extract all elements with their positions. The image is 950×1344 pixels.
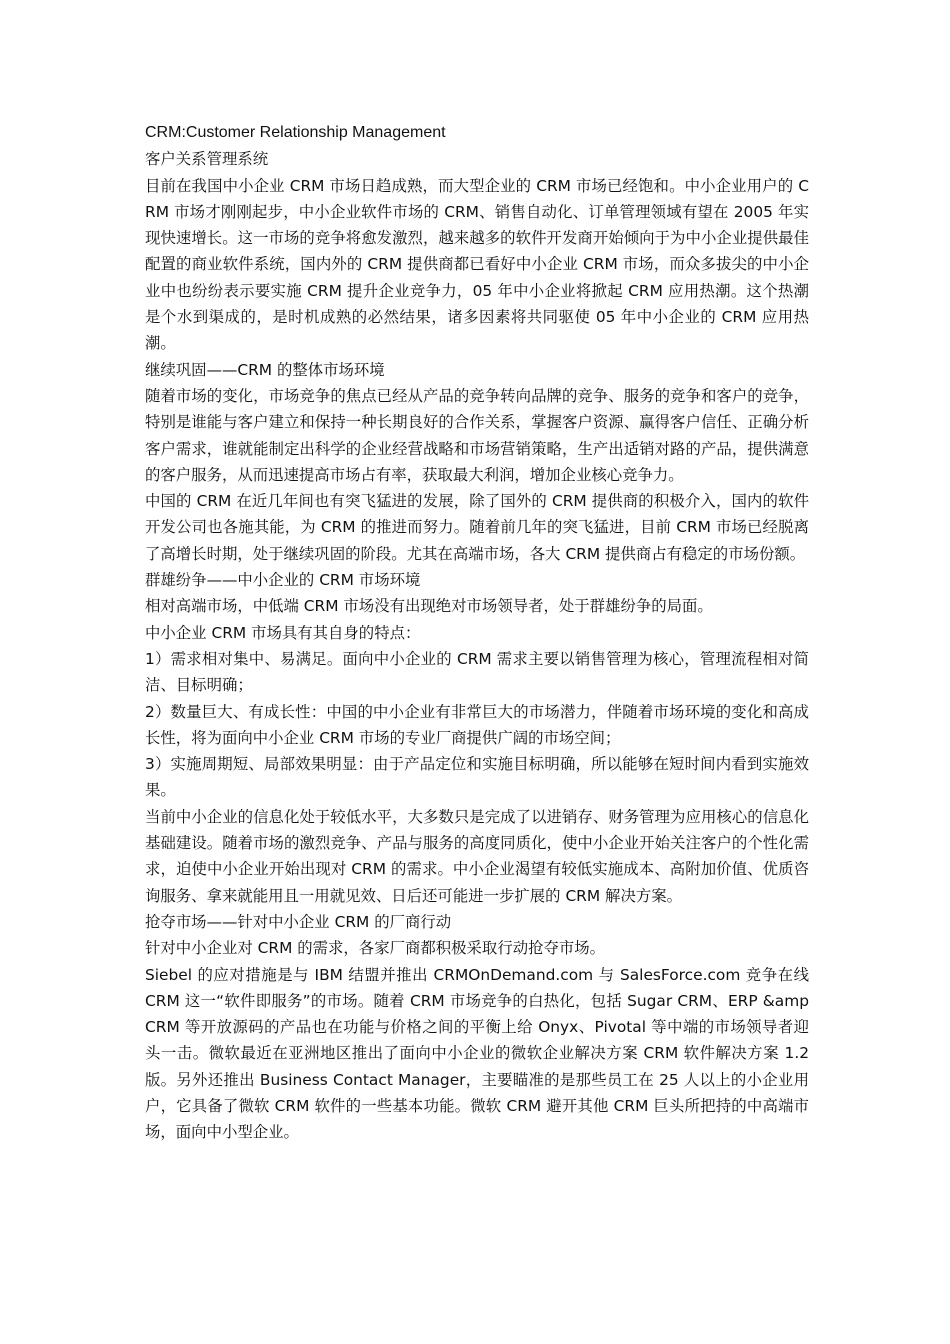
paragraph-china-crm: 中国的 CRM 在近几年间也有突飞猛进的发展，除了国外的 CRM 提供商的积极介入，国内的软件开发公司也各施其能，为 CRM 的推进而努力。随着前几年的突飞猛进，目前 CRM 市场已经脱离了高增长时期，处于继续巩固的阶段。尤其在高端市场，各大 CRM 提供商占有稳定的市场份额。: [145, 492, 809, 563]
paragraph-vendor-summary: 针对中小企业对 CRM 的需求，各家厂商都积极采取行动抢夺市场。: [145, 939, 606, 958]
document-body: [145, 120, 809, 1146]
paragraph-intro: 目前在我国中小企业 CRM 市场日趋成熟，而大型企业的 CRM 市场已经饱和。中小企业用户的 CRM 市场才刚刚起步，中小企业软件市场的 CRM、销售自动化、订单管理领域有望在 2005 年实现快速增长。这一市场的竞争将愈发激烈，越来越多的软件开发商开始倾向于为中小企业提供最佳配置的商业软件系统，国内外的 CRM 提供商都已看好中小企业 CRM 市场，而众多拔尖的中小企业中也纷纷表示要实施 CRM 提升企业竞争力，05 年中小企业将掀起 CRM 应用热潮。这个热潮是个水到渠成的，是时机成熟的必然结果，诸多因素将共同驱使 05 年中小企业的 CRM 应用热潮。: [145, 176, 809, 353]
paragraph-sme-features: 中小企业 CRM 市场具有其自身的特点：: [145, 623, 421, 642]
list-item-1: 1）需求相对集中、易满足。面向中小企业的 CRM 需求主要以销售管理为核心，管理流程相对简洁、目标明确；: [145, 649, 809, 695]
section-heading-sme-market: 群雄纷争——中小企业的 CRM 市场环境: [145, 571, 421, 590]
paragraph-low-end-market: 相对高端市场，中低端 CRM 市场没有出现绝对市场领导者，处于群雄纷争的局面。: [145, 597, 713, 616]
paragraph-sme-informatization: 当前中小企业的信息化处于较低水平，大多数只是完成了以进销存、财务管理为应用核心的信息化基础建设。随着市场的激烈竞争、产品与服务的高度同质化，使中小企业开始关注客户的个性化需求，迫使中小企业开始出现对 CRM 的需求。中小企业渴望有较低实施成本、高附加价值、优质咨询服务、拿来就能用且一用就见效、日后还可能进一步扩展的 CRM 解决方案。: [145, 807, 809, 905]
document-title: CRM:Customer Relationship Management: [145, 124, 446, 141]
paragraph-market-changes: 随着市场的变化，市场竞争的焦点已经从产品的竞争转向品牌的竞争、服务的竞争和客户的竞争，特别是谁能与客户建立和保持一种长期良好的合作关系，掌握客户资源、赢得客户信任、正确分析客户需求，谁就能制定出科学的企业经营战略和市场营销策略，生产出适销对路的产品，提供满意的客户服务，从而迅速提高市场占有率，获取最大利润，增加企业核心竞争力。: [145, 386, 809, 484]
paragraph-vendor-details: Siebel 的应对措施是与 IBM 结盟并推出 CRMOnDemand.com 与 SalesForce.com 竞争在线 CRM 这一“软件即服务”的市场。随着 CRM 市场竞争的白热化，包括 Sugar CRM、ERP &amp CRM 等开放源码的产品也在功能与价格之间的平衡上给 Onyx、Pivotal 等中端的市场领导者迎头一击。微软最近在亚洲地区推出了面向中小企业的微软企业解决方案 CRM 软件解决方案 1.2 版。另外还推出 Business Contact Manager，主要瞄准的是那些员工在 25 人以上的小企业用户，它具备了微软 CRM 软件的一些基本功能。微软 CRM 避开其他 CRM 巨头所把持的中高端市场，面向中小型企业。: [145, 965, 809, 1142]
section-heading-vendor-actions: 抢夺市场——针对中小企业 CRM 的厂商行动: [145, 912, 452, 931]
list-item-3: 3）实施周期短、局部效果明显：由于产品定位和实施目标明确，所以能够在短时间内看到实施效果。: [145, 755, 809, 800]
section-heading-overall-market: 继续巩固——CRM 的整体市场环境: [145, 360, 385, 379]
list-item-2: 2）数量巨大、有成长性：中国的中小企业有非常巨大的市场潜力，伴随着市场环境的变化和高成长性，将为面向中小企业 CRM 市场的专业厂商提供广阔的市场空间；: [145, 702, 809, 747]
subtitle: 客户关系管理系统: [145, 150, 269, 169]
